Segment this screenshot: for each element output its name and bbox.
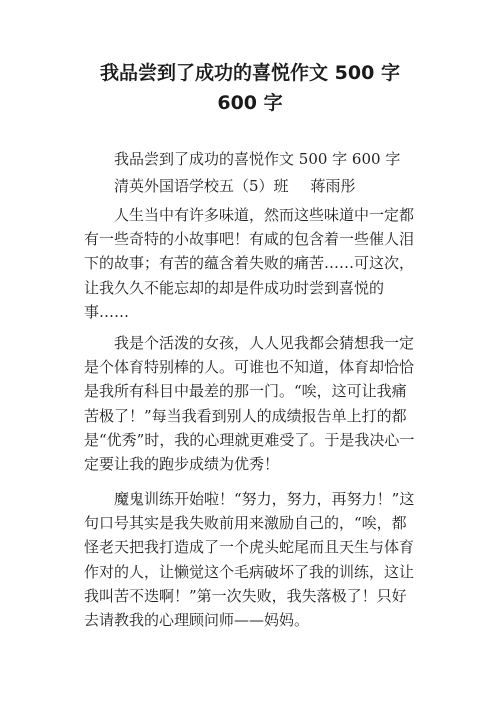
paragraph-1: 人生当中有许多味道，然而这些味道中一定都有一些奇特的小故事吧！有咸的包含着一些催人泪下的故事；有苦的蕴含着失败的痛苦……可这次，让我久久不能忘却的却是件成功时尝到喜悦的事…… (84, 206, 415, 321)
author-line (84, 174, 420, 198)
paragraph-3: 魔鬼训练开始啦！“努力，努力，再努力！”这句口号其实是我失败前用来激励自己的，“唉，都怪老天把我打造成了一个虎头蛇尾而且天生与体育作对的人，让懒觉这个毛病破坏了我的训练，这让我叫苦不迭啊！”第一次失败，我失落极了！只好去请教我的心理顾问师——妈妈。 (84, 490, 415, 630)
author-name: 蒋雨彤 (310, 177, 356, 195)
document-title-line-1: 我品尝到了成功的喜悦作文 500 字 (100, 62, 400, 84)
paragraph-2: 我是个活泼的女孩，人人见我都会猜想我一定是个体育特别棒的人。可谁也不知道，体育却恰恰是我所有科目中最差的那一门。“唉，这可让我痛苦极了！”每当我看到别人的成绩报告单上打的都是“优秀”时，我的心理就更难受了。于是我决心一定要让我的跑步成绩为优秀！ (84, 334, 415, 474)
subtitle: 我品尝到了成功的喜悦作文 500 字 600 字 (114, 150, 401, 168)
school-class: 清英外国语学校五（5）班 (114, 177, 289, 195)
document-title-line-2: 600 字 (217, 92, 283, 114)
